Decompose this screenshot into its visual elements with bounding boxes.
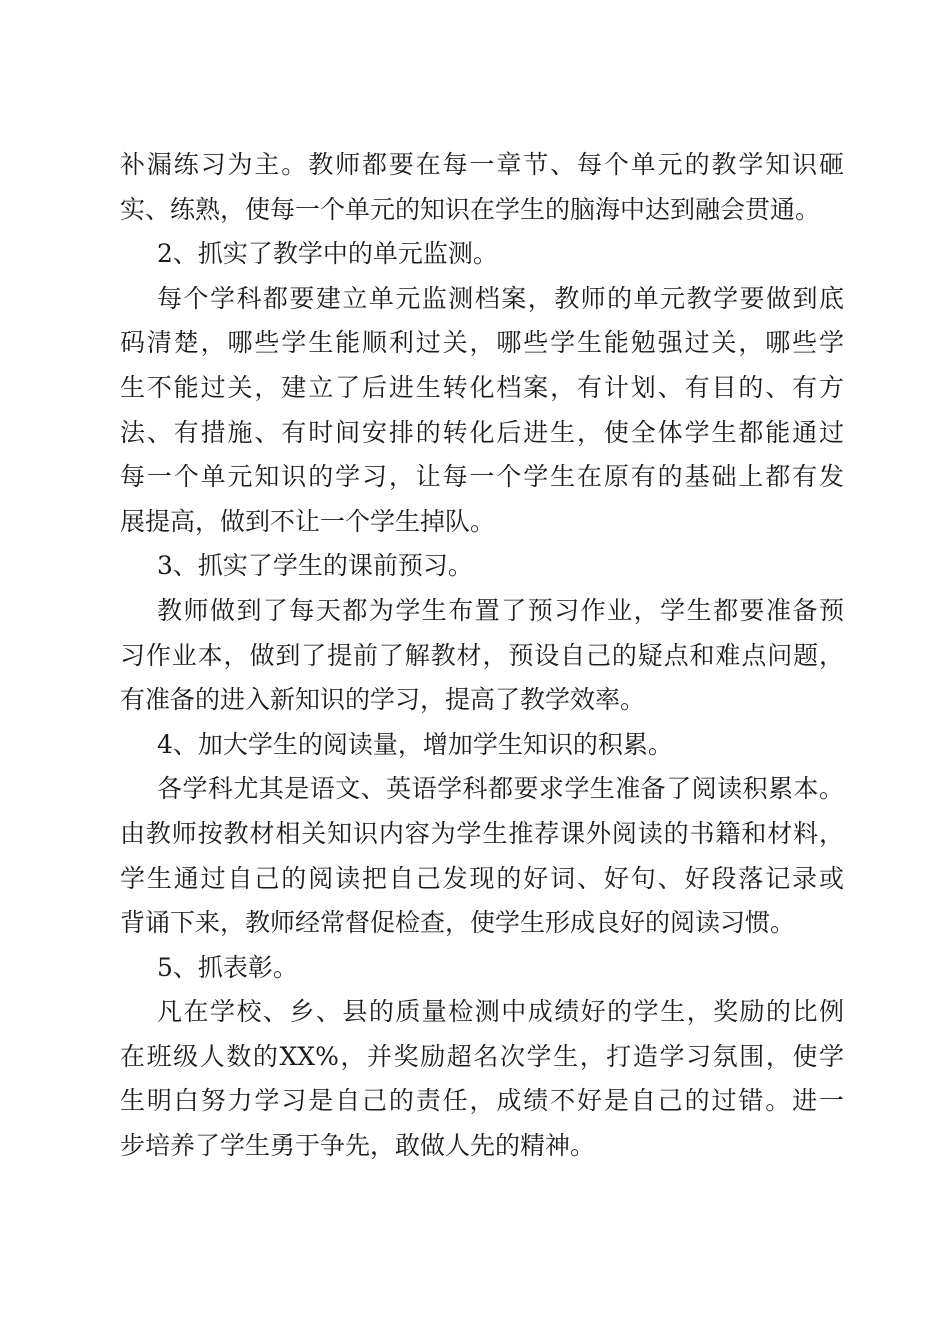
text-line: 展提高，做到不让一个学生掉队。 — [120, 506, 496, 536]
text-line: 补漏练习为主。教师都要在每一章节、每个单元的教学知识砸 — [120, 150, 844, 179]
text-line: 步培养了学生勇于争先，敢做人先的精神。 — [120, 1131, 596, 1161]
text-line: 有准备的进入新知识的学习，提高了教学效率。 — [120, 685, 646, 715]
document-body — [120, 143, 844, 1169]
section-heading: 5、抓表彰。 — [157, 952, 298, 982]
text-line: 由教师按教材相关知识内容为学生推荐课外阅读的书籍和材料， — [120, 818, 844, 848]
text-line: 背诵下来，教师经常督促检查，使学生形成良好的阅读习惯。 — [120, 908, 796, 938]
text-line: 在班级人数的XX%，并奖励超名次学生，打造学习氛围，使学 — [120, 1041, 844, 1071]
text-line: 习作业本，做到了提前了解教材，预设自己的疑点和难点问题， — [120, 640, 844, 670]
section-heading: 2、抓实了教学中的单元监测。 — [157, 239, 498, 269]
text-line: 生明白努力学习是自己的责任，成绩不好是自己的过错。进一 — [120, 1086, 844, 1116]
text-line: 码清楚，哪些学生能顺利过关，哪些学生能勉强过关，哪些学 — [120, 328, 844, 358]
text-line: 实、练熟，使每一个单元的知识在学生的脑海中达到融会贯通。 — [120, 194, 821, 224]
text-line: 学生通过自己的阅读把自己发现的好词、好句、好段落记录或 — [120, 863, 844, 893]
text-line: 凡在学校、乡、县的质量检测中成绩好的学生，奖励的比例 — [157, 997, 844, 1027]
section-heading: 4、加大学生的阅读量，增加学生知识的积累。 — [157, 729, 673, 759]
text-line: 各学科尤其是语文、英语学科都要求学生准备了阅读积累本。 — [157, 774, 844, 804]
text-line: 每一个单元知识的学习，让每一个学生在原有的基础上都有发 — [120, 462, 844, 492]
section-heading: 3、抓实了学生的课前预习。 — [157, 551, 473, 581]
text-line: 每个学科都要建立单元监测档案，教师的单元教学要做到底 — [157, 283, 844, 313]
text-line: 教师做到了每天都为学生布置了预习作业，学生都要准备预 — [157, 595, 844, 625]
text-line: 生不能过关，建立了后进生转化档案，有计划、有目的、有方 — [120, 372, 844, 402]
text-line: 法、有措施、有时间安排的转化后进生，使全体学生都能通过 — [120, 417, 844, 447]
